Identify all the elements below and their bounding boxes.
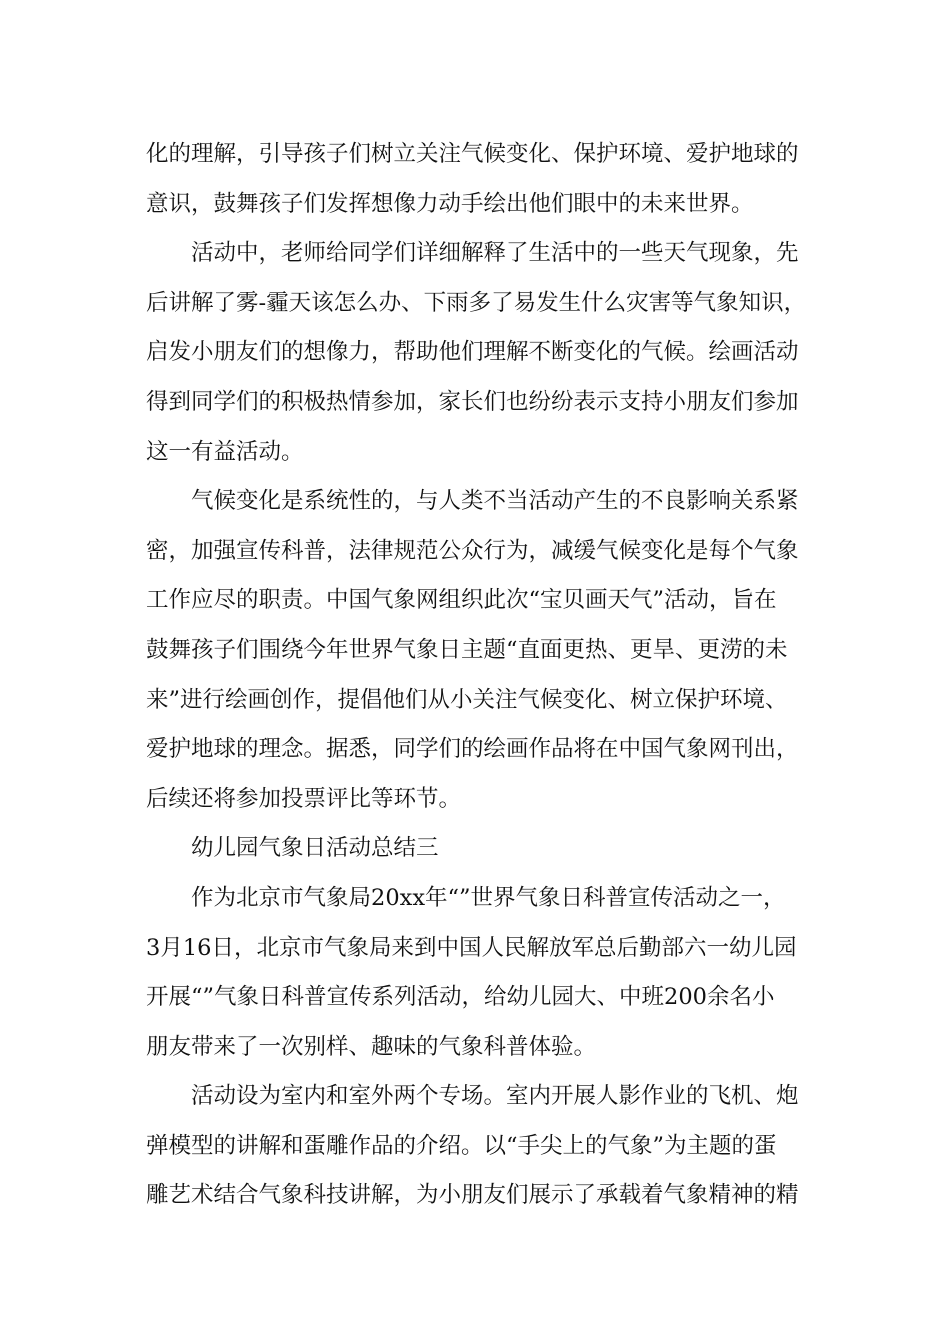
text-line: 爱护地球的理念。据悉，同学们的绘画作品将在中国气象网刊出，	[146, 736, 799, 763]
paragraph-start-line: 作为北京市气象局20xx年“”世界气象日科普宣传活动之一，	[191, 884, 786, 911]
text-line: 工作应尽的职责。中国气象网组织此次“宝贝画天气”活动，旨在	[146, 587, 777, 614]
paragraph-start-line: 活动中，老师给同学们详细解释了生活中的一些天气现象，先	[191, 240, 799, 267]
text-line: 后讲解了雾-霾天该怎么办、下雨多了易发生什么灾害等气象知识，	[146, 289, 807, 316]
text-line: 3月16日，北京市气象局来到中国人民解放军总后勤部六一幼儿园	[146, 934, 797, 961]
text-line: 来”进行绘画创作，提倡他们从小关注气候变化、树立保护环境、	[146, 686, 788, 713]
paragraph-start-line: 气候变化是系统性的，与人类不当活动产生的不良影响关系紧	[191, 488, 799, 515]
text-line: 后续还将参加投票评比等环节。	[146, 785, 462, 812]
text-line: 鼓舞孩子们围绕今年世界气象日主题“直面更热、更旱、更涝的未	[146, 636, 788, 663]
text-line: 启发小朋友们的想像力，帮助他们理解不断变化的气候。绘画活动	[146, 339, 799, 366]
text-line: 朋友带来了一次别样、趣味的气象科普体验。	[146, 1033, 597, 1060]
text-line: 得到同学们的积极热情参加，家长们也纷纷表示支持小朋友们参加	[146, 388, 799, 415]
section-heading: 幼儿园气象日活动总结三	[191, 835, 439, 862]
text-line: 化的理解，引导孩子们树立关注气候变化、保护环境、爱护地球的	[146, 141, 799, 167]
paragraph-start-line: 活动设为室内和室外两个专场。室内开展人影作业的飞机、炮	[191, 1083, 799, 1110]
text-line: 意识，鼓舞孩子们发挥想像力动手绘出他们眼中的未来世界。	[146, 190, 754, 217]
body-text	[146, 130, 814, 1221]
text-line: 弹模型的讲解和蛋雕作品的介绍。以“手尖上的气象”为主题的蛋	[146, 1132, 777, 1159]
text-line: 开展“”气象日科普宣传系列活动，给幼儿园大、中班200余名小	[146, 984, 775, 1011]
text-line: 密，加强宣传科普，法律规范公众行为，减缓气候变化是每个气象	[146, 537, 799, 564]
text-line: 雕艺术结合气象科技讲解，为小朋友们展示了承载着气象精神的精	[146, 1182, 799, 1209]
text-line: 这一有益活动。	[146, 438, 304, 465]
